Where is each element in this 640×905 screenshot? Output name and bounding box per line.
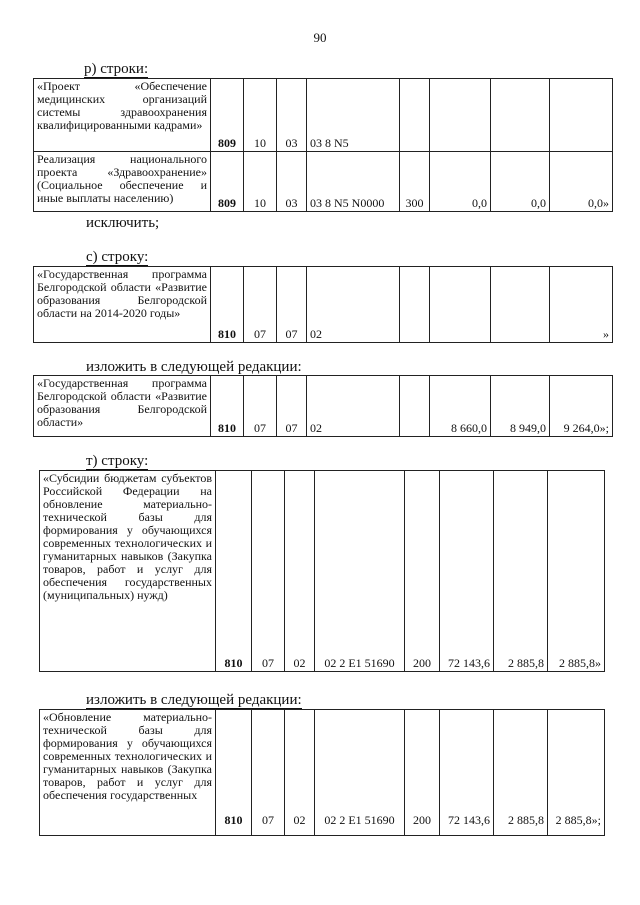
- cell-value-3: 2 885,8»;: [548, 710, 605, 836]
- cell-pr: 02: [285, 710, 315, 836]
- section-heading-r: р) строки:: [84, 61, 149, 77]
- cell-vr: 200: [405, 471, 440, 672]
- cell-value-3: »: [550, 267, 613, 343]
- cell-rz: 10: [244, 152, 277, 212]
- cell-rz: 07: [252, 710, 285, 836]
- cell-value-3: 0,0»: [550, 152, 613, 212]
- section-heading-s: с) строку:: [86, 249, 149, 265]
- cell-csr: 02: [307, 267, 400, 343]
- cell-value-1: 72 143,6: [440, 710, 494, 836]
- row-description: Реализация национального проекта «Здравоохранение» (Социальное обеспечение и иные выплаты населению): [34, 152, 211, 212]
- table-row: [40, 710, 605, 836]
- cell-rz: 10: [244, 79, 277, 152]
- table-s-new: [33, 375, 613, 437]
- cell-vr: [400, 376, 430, 437]
- cell-pr: 07: [277, 376, 307, 437]
- cell-csr: 02 2 E1 51690: [315, 471, 405, 672]
- cell-value-2: 0,0: [491, 152, 550, 212]
- cell-value-1: 8 660,0: [430, 376, 491, 437]
- cell-vr: 300: [400, 152, 430, 212]
- section-heading-t: т) строку:: [86, 453, 149, 469]
- cell-value-2: [491, 267, 550, 343]
- cell-pr: 03: [277, 79, 307, 152]
- cell-value-1: [430, 267, 491, 343]
- cell-pr: 07: [277, 267, 307, 343]
- cell-value-3: 9 264,0»;: [550, 376, 613, 437]
- cell-ved: 810: [216, 471, 252, 672]
- table-t-new: [39, 709, 605, 836]
- cell-value-3: 2 885,8»: [548, 471, 605, 672]
- row-description: «Обновление материально-технической базы для формирования у обучающихся современных технологических и гуманитарных навыков (Закупка товаров, работ и услуг для обеспечения государственных: [40, 710, 216, 836]
- cell-ved: 809: [211, 152, 244, 212]
- cell-ved: 810: [211, 376, 244, 437]
- cell-pr: 03: [277, 152, 307, 212]
- row-description: «Государственная программа Белгородской области «Развитие образования Белгородской области»: [34, 376, 211, 437]
- cell-value-1: 0,0: [430, 152, 491, 212]
- table-row: [34, 152, 613, 212]
- cell-value-2: 2 885,8: [494, 710, 548, 836]
- cell-ved: 809: [211, 79, 244, 152]
- row-description: «Субсидии бюджетам субъектов Российской Федерации на обновление материально-технической базы для формирования у обучающихся современных технологических и гуманитарных навыков (Закупка товаров, работ и услуг для обеспечения государственных (муниципальных) нужд): [40, 471, 216, 672]
- cell-ved: 810: [211, 267, 244, 343]
- cell-csr: 03 8 N5 N0000: [307, 152, 400, 212]
- table-r: [33, 78, 613, 212]
- cell-vr: 200: [405, 710, 440, 836]
- cell-csr: 02: [307, 376, 400, 437]
- row-description: «Проект «Обеспечение медицинских организаций системы здравоохранения квалифицированными кадрами»: [34, 79, 211, 152]
- cell-value-3: [550, 79, 613, 152]
- cell-vr: [400, 79, 430, 152]
- cell-value-1: [430, 79, 491, 152]
- cell-rz: 07: [244, 376, 277, 437]
- row-description: «Государственная программа Белгородской области «Развитие образования Белгородской области на 2014-2020 годы»: [34, 267, 211, 343]
- cell-value-1: 72 143,6: [440, 471, 494, 672]
- cell-csr: 02 2 E1 51690: [315, 710, 405, 836]
- section-heading-edit-1: изложить в следующей редакции:: [86, 359, 302, 375]
- cell-value-2: [491, 79, 550, 152]
- section-heading-edit-2: изложить в следующей редакции:: [86, 692, 302, 708]
- cell-value-2: 2 885,8: [494, 471, 548, 672]
- cell-rz: 07: [244, 267, 277, 343]
- table-row: [34, 376, 613, 437]
- table-t: [39, 470, 605, 672]
- table-row: [40, 471, 605, 672]
- cell-value-2: 8 949,0: [491, 376, 550, 437]
- cell-pr: 02: [285, 471, 315, 672]
- exclude-text: исключить;: [86, 215, 160, 231]
- cell-ved: 810: [216, 710, 252, 836]
- cell-csr: 03 8 N5: [307, 79, 400, 152]
- cell-vr: [400, 267, 430, 343]
- table-row: [34, 267, 613, 343]
- cell-rz: 07: [252, 471, 285, 672]
- table-s: [33, 266, 613, 343]
- page-number: 90: [313, 30, 327, 45]
- table-row: [34, 79, 613, 152]
